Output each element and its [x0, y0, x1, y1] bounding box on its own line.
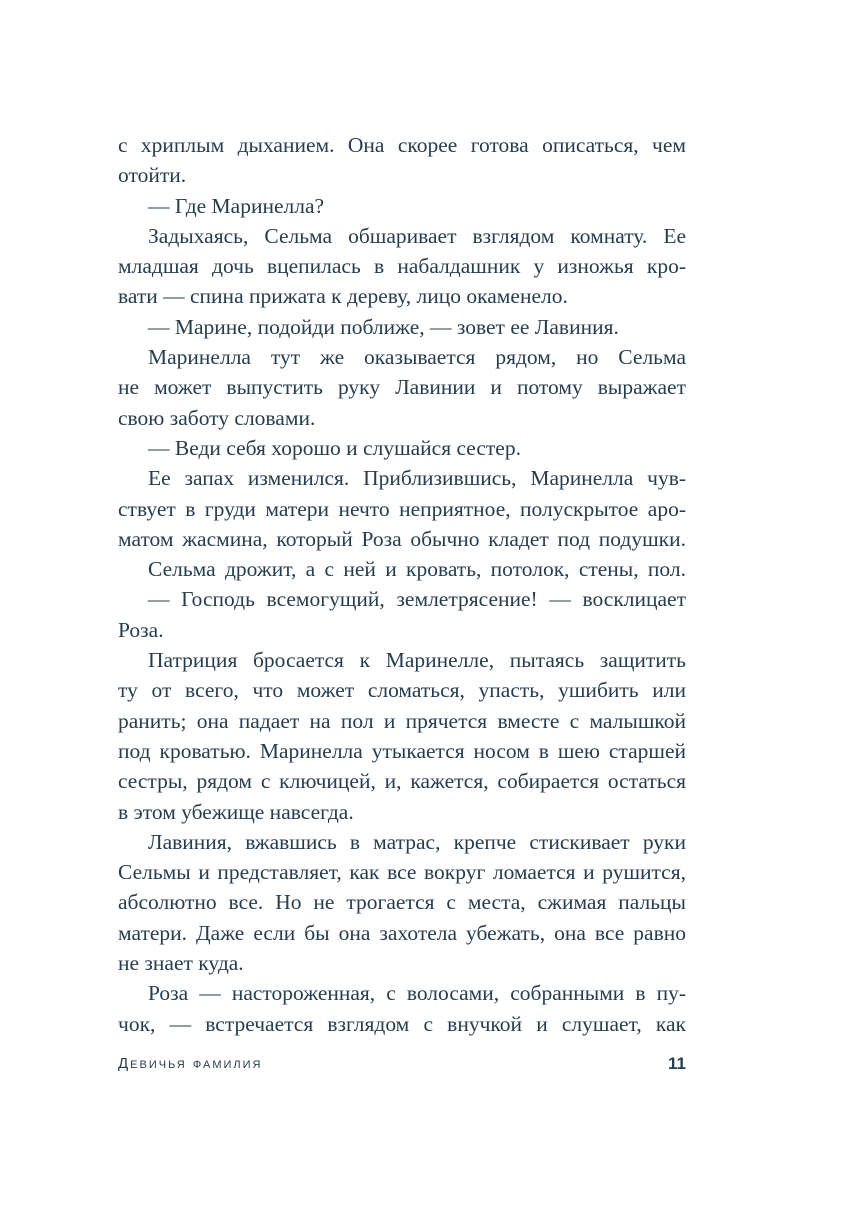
text-line: Сельмы и представляет, как все вокруг ломается и рушится, — [118, 860, 686, 885]
text-line: абсолютно все. Но не трогается с места, сжимая пальцы — [118, 890, 686, 915]
text-line: ранить; она падает на пол и прячется вместе с малышкой — [118, 708, 686, 733]
text-line: вати — спина прижата к дереву, лицо окаменело. — [118, 284, 568, 309]
body-text — [118, 130, 686, 1039]
text-line: Маринелла тут же оказывается рядом, но Сельма — [148, 345, 686, 370]
text-line: свою заботу словами. — [118, 405, 316, 430]
text-line: Сельма дрожит, а с ней и кровать, потолок, стены, пол. — [148, 557, 686, 582]
page-footer — [118, 1055, 686, 1081]
text-line: матом жасмина, который Роза обычно кладет под подушки. — [118, 526, 686, 551]
text-line: отойти. — [118, 163, 187, 188]
page-number: 11 — [668, 1054, 686, 1073]
text-line: не знает куда. — [118, 951, 244, 976]
text-line: младшая дочь вцепилась в набалдашник у изножья кро- — [118, 254, 686, 279]
text-line: Роза. — [118, 617, 164, 642]
text-line: чок, — встречается взглядом с внучкой и слушает, как — [118, 1011, 686, 1036]
text-line: Ее запах изменился. Приблизившись, Маринелла чув- — [148, 466, 686, 491]
text-line: Патриция бросается к Маринелле, пытаясь защитить — [148, 648, 686, 673]
text-line: ту от всего, что может сломаться, упасть, ушибить или — [118, 678, 686, 703]
text-line: ствует в груди матери нечто неприятное, полускрытое аро- — [118, 496, 686, 521]
text-line: с хриплым дыханием. Она скорее готова описаться, чем — [118, 133, 686, 157]
text-line: в этом убежище навсегда. — [118, 799, 354, 824]
text-line: Задыхаясь, Сельма обшаривает взглядом комнату. Ее — [148, 223, 686, 248]
text-line: — Веди себя хорошо и слушайся сестер. — [148, 435, 521, 460]
text-line: Роза — настороженная, с волосами, собранными в пу- — [148, 981, 686, 1006]
text-line: — Господь всемогущий, землетрясение! — восклицает — [148, 587, 686, 612]
text-line: под кроватью. Маринелла утыкается носом в шею старшей — [118, 738, 686, 763]
text-line: сестры, рядом с ключицей, и, кажется, собирается остаться — [118, 769, 686, 794]
text-line: — Марине, подойди поближе, — зовет ее Лавиния. — [148, 314, 619, 339]
running-title: Девичья фамилия — [118, 1055, 263, 1072]
text-line: не может выпустить руку Лавинии и потому выражает — [118, 375, 686, 400]
text-line: — Где Маринелла? — [148, 193, 325, 218]
text-line: матери. Даже если бы она захотела убежать, она все равно — [118, 920, 686, 945]
text-line: Лавиния, вжавшись в матрас, крепче стискивает руки — [148, 829, 686, 854]
